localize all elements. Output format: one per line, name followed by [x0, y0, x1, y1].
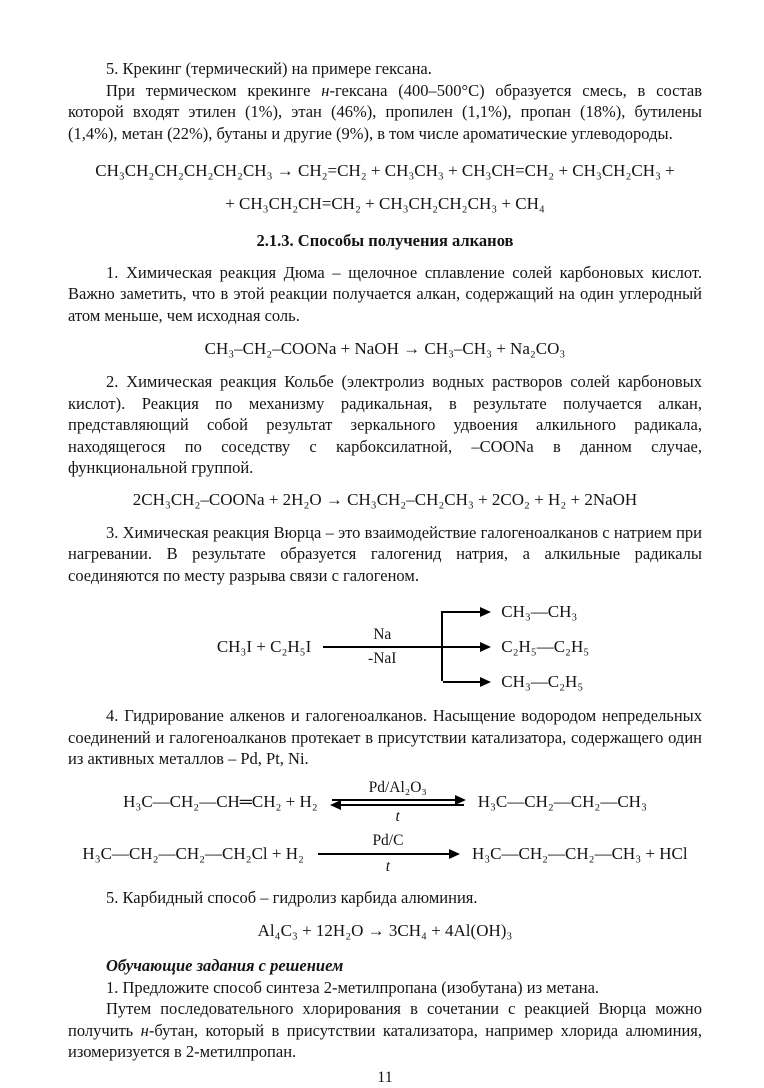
paragraph-dumas: 1. Химическая реакция Дюма – щелочное сплавление солей карбоновых кислот. Важно заметить, что в этой реакции получается алкан, содержащий на один углеродный атом меньше, чем исходная соль.: [68, 262, 702, 327]
solution-italic-n: н: [141, 1021, 149, 1040]
reaction2-catalyst-label: Pd/C: [372, 831, 403, 850]
wurtz-main-arrow: [323, 625, 441, 669]
wurtz-product-1: CH₃—CH₃: [501, 602, 577, 622]
wurtz-product-row: [443, 629, 589, 664]
wurtz-branch: [441, 594, 589, 699]
cracking-italic-n: н: [321, 81, 329, 100]
equation-cracking-line2: + CH₃CH₂CH=CH₂ + CH₃CH₂CH₂CH₃ + CH₄: [68, 193, 702, 214]
reaction2-right: H₃C—CH₂—CH₂—CH₃ + HCl: [472, 844, 688, 864]
reaction1-catalyst-label: Pd/Al₂O₃: [369, 778, 427, 797]
wurtz-reagent-label: Na: [373, 625, 391, 644]
branch-arrow-icon: [443, 646, 489, 648]
wurtz-arrow-line: [323, 646, 441, 648]
paragraph-cracking: [68, 80, 702, 145]
right-arrow-icon: [318, 853, 458, 855]
branch-arrow-icon: [443, 611, 489, 613]
paragraph-task-solution: [68, 998, 702, 1063]
equilibrium-arrows-icon: [332, 799, 464, 806]
cracking-text-part1: При термическом крекинге: [106, 81, 321, 100]
tasks-heading: Обучающие задания с решением: [68, 955, 702, 977]
paragraph-hydrogenation: 4. Гидрирование алкенов и галогеноалканов. Насыщение водородом непредельных соединений и галогеноалканов протекает в присутствии катализатора, содержащего один из активных металлов – Pd, Pt, Ni.: [68, 705, 702, 770]
branch-arrow-icon: [443, 681, 489, 683]
cracking-title: 5. Крекинг (термический) на примере гексана.: [68, 58, 702, 80]
task-item-1: 1. Предложите способ синтеза 2-метилпропана (изобутана) из метана.: [68, 977, 702, 999]
paragraph-kolbe: 2. Химическая реакция Кольбе (электролиз водных растворов солей карбоновых кислот). Реакция по механизму радикальная, в результате получается алкан, представляющий собой результат зеркального удвоения алкильного радикала, находящегося по соседству с карбоксилатной, –COONa в данном случае, функциональной группой.: [68, 371, 702, 479]
wurtz-byproduct-label: -NaI: [368, 650, 396, 669]
equation-dumas: CH₃–CH₂–COONa + NaOH → CH₃–CH₃ + Na₂CO₃: [68, 338, 702, 359]
reaction1-temperature-label: t: [396, 808, 400, 827]
paragraph-wurtz: 3. Химическая реакция Вюрца – это взаимодействие галогеноалканов с натрием при нагревании. В результате образуется галогенид натрия, а алкильные радикалы соединяются по месту разрыва связи с галогеном.: [68, 522, 702, 587]
page-number: 11: [68, 1067, 702, 1088]
reaction2-temperature-label: t: [386, 858, 390, 877]
wurtz-product-row: [443, 594, 589, 629]
reaction1-arrow: [332, 778, 464, 827]
solution-text-part2: -бутан, который в присутствии катализатора, например хлорида алюминия, изомеризуется в 2-метилпропан.: [68, 1021, 702, 1062]
hydrogenation-reaction-2: [68, 831, 702, 877]
wurtz-reaction-scheme: [104, 594, 702, 699]
equation-carbide: Al₄C₃ + 12H₂O → 3CH₄ + 4Al(OH)₃: [68, 920, 702, 941]
equation-cracking-line1: CH₃CH₂CH₂CH₂CH₂CH₃ → CH₂=CH₂ + CH₃CH₃ + CH₃CH=CH₂ + CH₃CH₂CH₃ +: [68, 160, 702, 181]
hydrogenation-reaction-1: [68, 778, 702, 827]
wurtz-product-row: [443, 664, 589, 699]
carbide-title: 5. Карбидный способ – гидролиз карбида алюминия.: [68, 887, 702, 909]
reaction1-right: H₃C—CH₂—CH₂—CH₃: [478, 792, 647, 812]
equation-kolbe: 2CH₃CH₂–COONa + 2H₂O → CH₃CH₂–CH₂CH₃ + 2CO₂ + H₂ + 2NaOH: [68, 489, 702, 510]
reaction2-arrow: [318, 831, 458, 877]
wurtz-reactants: CH₃I + C₂H₅I: [217, 637, 311, 657]
wurtz-product-3: CH₃—C₂H₅: [501, 672, 583, 692]
solution-text-part1: Путем последовательного хлорирования в сочетании с реакцией Вюрца можно получить: [68, 999, 702, 1040]
section-heading: 2.1.3. Способы получения алканов: [68, 230, 702, 252]
reaction2-left: H₃C—CH₂—CH₂—CH₂Cl + H₂: [82, 844, 304, 864]
wurtz-product-2: C₂H₅—C₂H₅: [501, 637, 589, 657]
cracking-text-part2: -гексана (400–500°С) образуется смесь, в состав которой входят этилен (1%), этан (46%), пропилен (1,1%), пропан (18%), бутилены (1,4%), метан (22%), бутаны и другие (9%), в том числе ароматические углеводороды.: [68, 81, 702, 143]
reaction1-left: H₃C—CH₂—CH═CH₂ + H₂: [123, 792, 318, 812]
